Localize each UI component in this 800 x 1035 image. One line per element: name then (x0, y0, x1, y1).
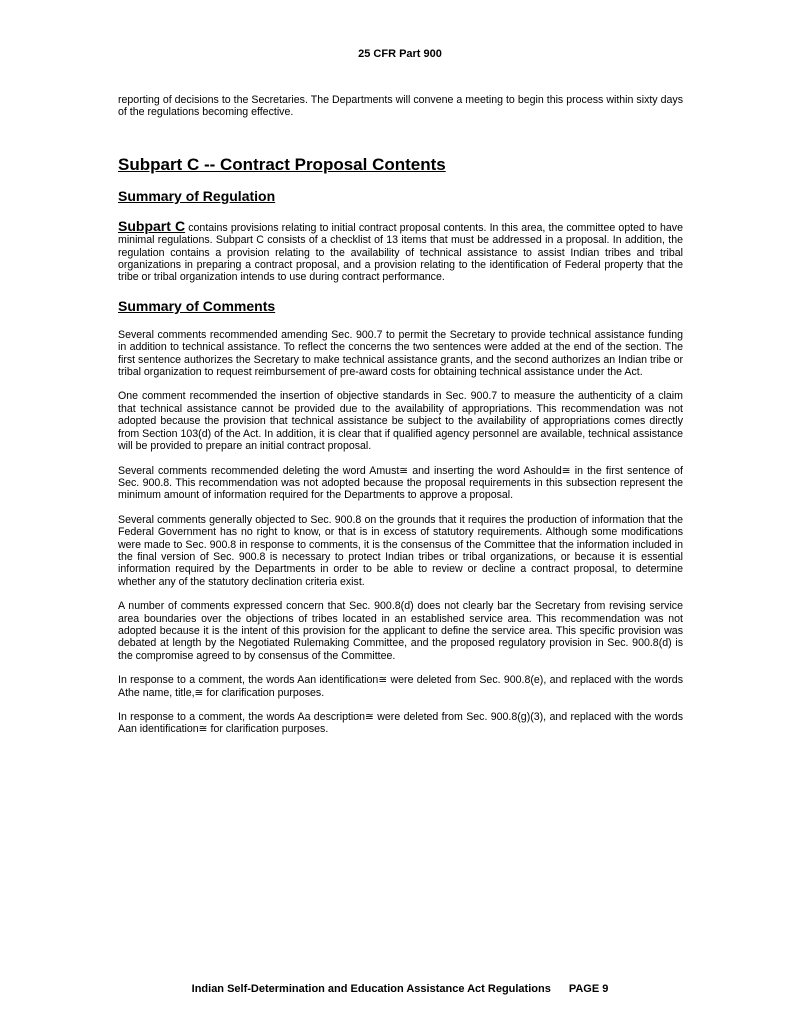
page-header: 25 CFR Part 900 (358, 48, 442, 60)
intro-paragraph: reporting of decisions to the Secretaries. The Departments will convene a meeting to begin this process within sixty days of the regulations becoming effective. (118, 94, 683, 119)
comment-paragraph: Several comments recommended amending Sec. 900.7 to permit the Secretary to provide technical assistance funding in addition to technical assistance. To reflect the concerns the two sentences were added at the end of the section. The first sentence authorizes the Secretary to make technical assistance grants, and the second authorizes an Indian tribe or tribal organization to request reimbursement of pre-award costs for obtaining technical assistance under the Act. (118, 328, 683, 379)
summary-regulation-paragraph (118, 217, 683, 284)
comment-paragraph: In response to a comment, the words Aan identification≅ were deleted from Sec. 900.8(e), and replaced with the words Athe name, title,≅ for clarification purposes. (118, 674, 683, 699)
comment-paragraph: Several comments recommended deleting the word Amust≅ and inserting the word Ashould≅ in the first sentence of Sec. 900.8. This recommendation was not adopted because the proposal requirements in this subsection represent the minimum amount of information required for the Departments to approve a proposal. (118, 464, 683, 502)
document-body (118, 94, 683, 736)
footer-title: Indian Self-Determination and Education Assistance Act Regulations (191, 983, 551, 995)
comment-paragraph: Several comments generally objected to Sec. 900.8 on the grounds that it requires the production of information that the Federal Government has no right to know, or that is in excess of statutory requirements. Although some modifications were made to Sec. 900.8 in response to comments, it is the consensus of the Committee that the information included in the final version of Sec. 900.8 is necessary to protect Indian tribes or tribal organizations, or because it is essential information required by the Departments in order to be able to review or decline a contract proposal, to determine whether any of the statutory declination criteria exist. (118, 513, 683, 588)
summary-regulation-heading: Summary of Regulation (118, 187, 276, 204)
summary-comments-heading: Summary of Comments (118, 297, 276, 314)
comment-paragraph: One comment recommended the insertion of objective standards in Sec. 900.7 to measure the authenticity of a claim that technical assistance cannot be provided due to the availability of appropriations. This recommendation was not adopted because the provision that technical assistance be subject to the availability of appropriations comes directly from Section 103(d) of the Act. In addition, it is clear that if qualified agency personnel are available, technical assistance will be provided to prepare an initial contract proposal. (118, 390, 683, 453)
subpart-lead-label: Subpart C (118, 217, 186, 234)
comment-paragraph: A number of comments expressed concern that Sec. 900.8(d) does not clearly bar the Secretary from revising service area boundaries over the objections of tribes located in an established service area. This recommendation was not adopted because it is the intent of this provision for the applicant to define the service area. This specific provision was debated at length by the Negotiated Rulemaking Committee, and the proposed regulatory provision in Sec. 900.8(d) is the compromise agreed to by consensus of the Committee. (118, 600, 683, 662)
page-footer (0, 983, 800, 995)
summary-regulation-text: contains provisions relating to initial contract proposal contents. In this area, the committee opted to have minimal regulations. Subpart C consists of a checklist of 13 items that must be addressed in a proposal. In addition, the regulation contains a provision relating to the availability of technical assistance to assist Indian tribes and tribal organizations in preparing a contract proposal, and a provision relating to the identification of Federal property that the tribe or tribal organization intends to use during contract performance. (118, 221, 683, 284)
subpart-heading: Subpart C -- Contract Proposal Contents (118, 154, 446, 174)
page-number: PAGE 9 (568, 983, 609, 995)
comment-paragraph: In response to a comment, the words Aa description≅ were deleted from Sec. 900.8(g)(3), and replaced with the words Aan identification≅ for clarification purposes. (118, 711, 683, 736)
